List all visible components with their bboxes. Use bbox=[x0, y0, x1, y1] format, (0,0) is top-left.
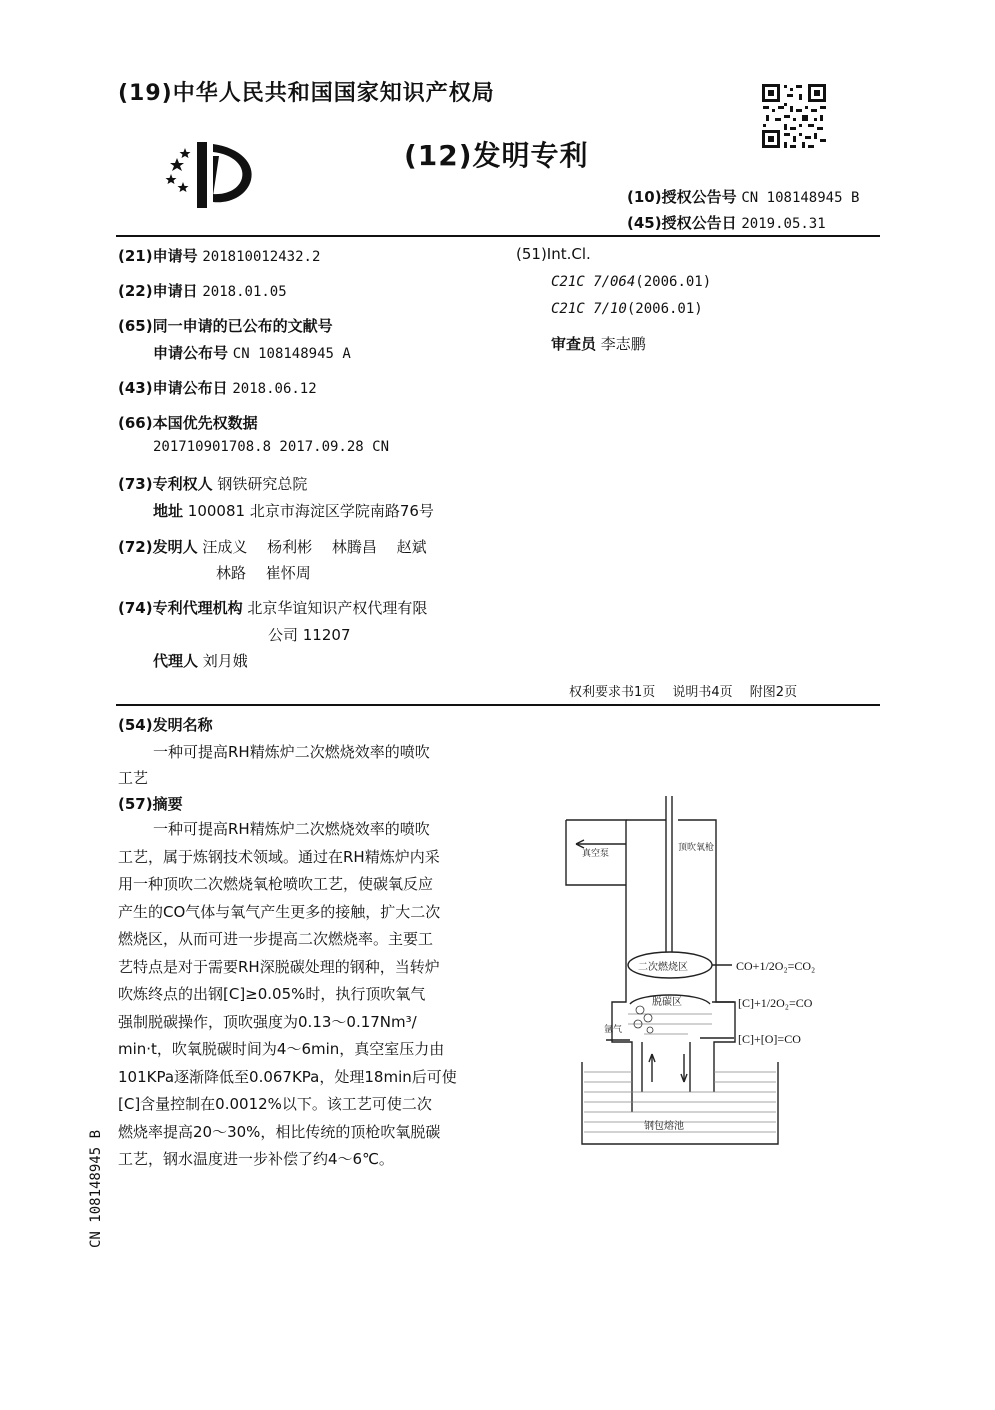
pub-no-row bbox=[153, 342, 351, 363]
rh-furnace-figure bbox=[560, 792, 850, 1152]
class-version-1: (2006.01) bbox=[635, 274, 712, 290]
address-label: 地址 bbox=[153, 502, 184, 520]
pub-date-label: (43)申请公布日 bbox=[118, 379, 228, 397]
equation-2: [C]+1/2O₂=CO bbox=[738, 996, 813, 1010]
examiner-row bbox=[551, 333, 646, 354]
grant-number-label: (10)授权公告号 bbox=[627, 188, 737, 206]
inventors-line1: 汪成义 杨利彬 林腾昌 赵斌 bbox=[202, 538, 427, 556]
cnipa-logo-icon bbox=[163, 138, 258, 210]
office-name: (19)中华人民共和国国家知识产权局 bbox=[118, 81, 495, 106]
pub-no-label: 申请公布号 bbox=[153, 344, 229, 362]
agent-label: 代理人 bbox=[153, 652, 199, 670]
grant-number: CN 108148945 B bbox=[741, 190, 860, 206]
abstract-line: min·t，吹氧脱碳时间为4～6min，真空室压力由 bbox=[118, 1040, 445, 1058]
class-row-2 bbox=[551, 298, 703, 317]
class-code-1: C21C 7/064 bbox=[551, 274, 636, 290]
pub-date-row bbox=[118, 377, 317, 398]
abstract-line: [C]含量控制在0.0012%以下。该工艺可使二次 bbox=[118, 1095, 432, 1113]
label-lance: 顶吹氧枪 bbox=[678, 842, 715, 852]
agent: 刘月娥 bbox=[202, 652, 248, 670]
app-date: 2018.01.05 bbox=[202, 284, 287, 300]
abstract-label: (57)摘要 bbox=[118, 795, 183, 813]
abstract-line: 吹炼终点的出钢[C]≥0.05%时，执行顶吹氧气 bbox=[118, 985, 426, 1003]
label-post-combustion: 二次燃烧区 bbox=[638, 962, 688, 973]
class-row-1 bbox=[551, 271, 711, 290]
agency-label: (74)专利代理机构 bbox=[118, 599, 243, 617]
title-line1: 一种可提高RH精炼炉二次燃烧效率的喷吹 bbox=[153, 743, 430, 761]
priority-label: (66)本国优先权数据 bbox=[118, 414, 258, 432]
app-no-row bbox=[118, 245, 320, 266]
grant-date-label: (45)授权公告日 bbox=[627, 214, 737, 232]
abstract-line: 艺特点是对于需要RH深脱碳处理的钢种，当转炉 bbox=[118, 957, 440, 976]
patentee-label: (73)专利权人 bbox=[118, 475, 213, 493]
app-no: 201810012432.2 bbox=[202, 249, 321, 265]
abstract-line: 燃烧率提高20～30%，相比传统的顶枪吹氧脱碳 bbox=[118, 1122, 441, 1141]
patentee-row bbox=[118, 473, 307, 494]
abstract-line: 工艺，钢水温度进一步补偿了约4～6℃。 bbox=[118, 1150, 394, 1168]
doc-type-title: (12)发明专利 bbox=[404, 139, 589, 172]
equation-3: [C]+[O]=CO bbox=[738, 1032, 801, 1046]
inventors-line2: 林路 崔怀周 bbox=[216, 564, 311, 582]
agency-line2: 公司 11207 bbox=[268, 626, 351, 644]
page-counts: 权利要求书1页 说明书4页 附图2页 bbox=[569, 685, 798, 700]
inventor-row bbox=[118, 536, 427, 557]
examiner-label: 审查员 bbox=[551, 335, 597, 353]
app-no-label: (21)申请号 bbox=[118, 247, 198, 265]
title-line2: 工艺 bbox=[118, 769, 149, 787]
pub-date: 2018.06.12 bbox=[232, 381, 317, 397]
agency-line1: 北京华谊知识产权代理有限 bbox=[247, 599, 428, 617]
agency-row bbox=[118, 597, 427, 618]
bottom-divider bbox=[116, 704, 880, 706]
grant-date: 2019.05.31 bbox=[741, 216, 826, 232]
grant-number-row bbox=[627, 186, 859, 207]
side-patent-number: CN 108148945 B bbox=[88, 1129, 104, 1248]
app-date-row bbox=[118, 280, 287, 301]
agent-row bbox=[153, 650, 248, 671]
abstract-line: 101KPa逐渐降低至0.067KPa，处理18min后可使 bbox=[118, 1067, 457, 1086]
title-label: (54)发明名称 bbox=[118, 716, 213, 734]
abstract-line: 强制脱碳操作，顶吹强度为0.13～0.17Nm³/ bbox=[118, 1012, 417, 1031]
label-vacuum-pump: 真空泵 bbox=[582, 848, 610, 858]
patentee: 钢铁研究总院 bbox=[217, 475, 308, 493]
abstract-line: 一种可提高RH精炼炉二次燃烧效率的喷吹 bbox=[153, 820, 430, 838]
same-app-label: (65)同一申请的已公布的文献号 bbox=[118, 317, 333, 335]
inventor-label: (72)发明人 bbox=[118, 538, 198, 556]
class-code-2: C21C 7/10 bbox=[551, 301, 627, 317]
address: 100081 北京市海淀区学院南路76号 bbox=[187, 502, 434, 520]
label-argon: 氩气 bbox=[604, 1024, 623, 1034]
intcl-label: (51)Int.Cl. bbox=[516, 245, 591, 263]
priority-data: 201710901708.8 2017.09.28 CN bbox=[153, 439, 390, 455]
app-date-label: (22)申请日 bbox=[118, 282, 198, 300]
abstract-line: 产生的CO气体与氧气产生更多的接触，扩大二次 bbox=[118, 902, 441, 921]
class-version-2: (2006.01) bbox=[626, 301, 703, 317]
grant-date-row bbox=[627, 212, 826, 233]
abstract-line: 燃烧区，从而可进一步提高二次燃烧率。主要工 bbox=[118, 930, 434, 948]
label-decarb-zone: 脱碳区 bbox=[652, 997, 682, 1008]
equation-1: CO+1/2O₂=CO₂ bbox=[736, 959, 816, 973]
abstract-body bbox=[118, 816, 480, 1174]
examiner: 李志鹏 bbox=[600, 335, 646, 353]
abstract-line: 工艺，属于炼钢技术领域。通过在RH精炼炉内采 bbox=[118, 847, 440, 866]
top-divider bbox=[116, 235, 880, 237]
label-ladle: 钢包熔池 bbox=[644, 1121, 684, 1132]
address-row bbox=[153, 500, 434, 521]
pub-no: CN 108148945 A bbox=[232, 346, 351, 362]
qr-code bbox=[760, 82, 828, 150]
abstract-line: 用一种顶吹二次燃烧氧枪喷吹工艺，使碳氧反应 bbox=[118, 875, 434, 893]
